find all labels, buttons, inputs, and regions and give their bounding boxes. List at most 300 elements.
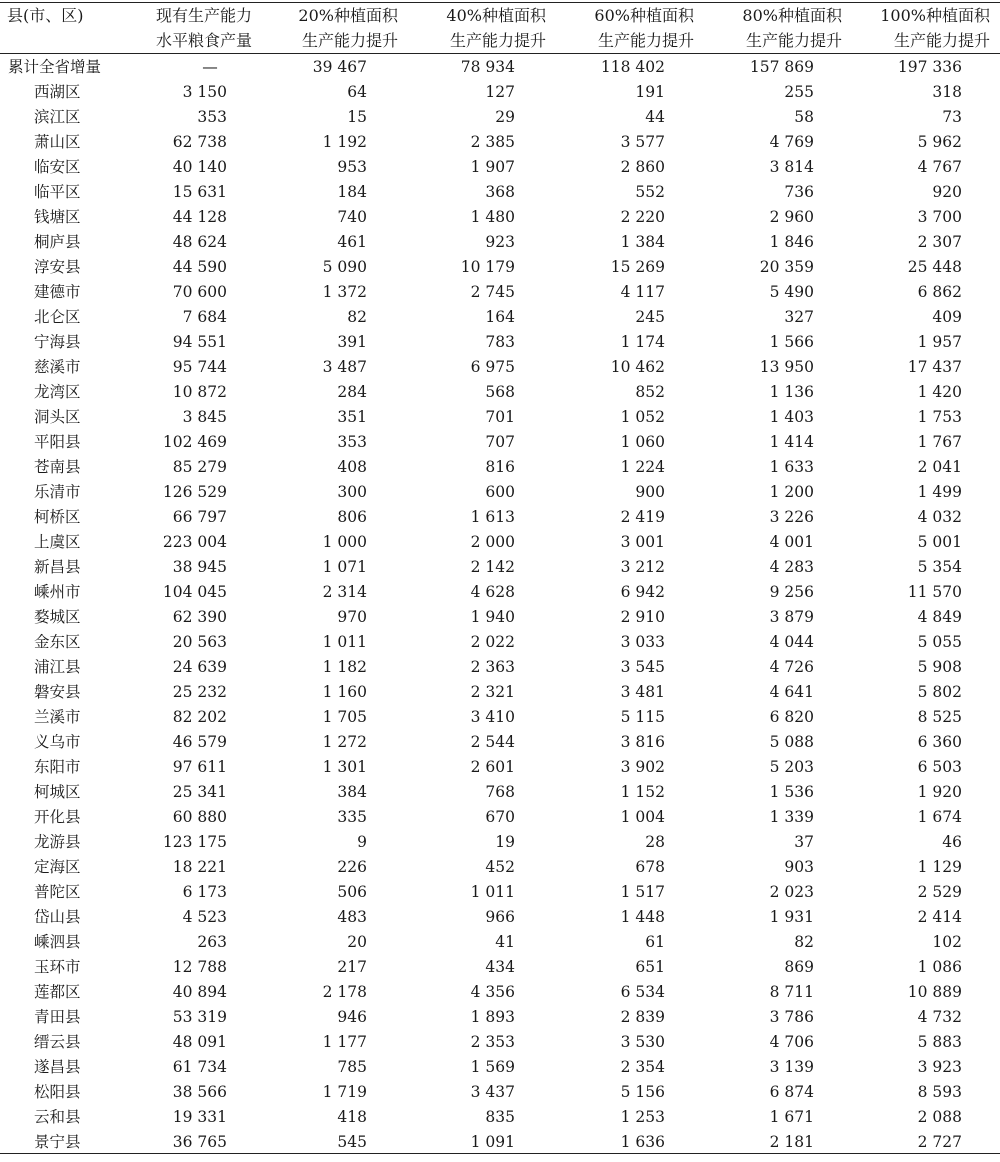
cell-col-4: 552 xyxy=(635,183,665,201)
table-row xyxy=(0,980,1000,1005)
county-name: 柯城区 xyxy=(34,783,81,801)
cell-col-3: 127 xyxy=(485,83,515,101)
cell-col-6: 2 414 xyxy=(917,908,962,926)
cell-col-4: 5 156 xyxy=(620,1083,665,1101)
table-row xyxy=(0,680,1000,705)
county-name: 定海区 xyxy=(34,858,81,876)
cell-col-1: 6 173 xyxy=(182,883,227,901)
cell-col-2: 1 182 xyxy=(322,658,367,676)
cell-col-6: 4 732 xyxy=(917,1008,962,1026)
table-row xyxy=(0,280,1000,305)
cell-col-2: 545 xyxy=(337,1133,367,1151)
cell-col-3: 164 xyxy=(485,308,515,326)
table-row xyxy=(0,1080,1000,1105)
table-row xyxy=(0,1005,1000,1030)
cell-col-3: 2 363 xyxy=(470,658,515,676)
cell-col-6: 102 xyxy=(932,933,962,951)
cell-col-4: 2 220 xyxy=(620,208,665,226)
header-col-3-line-1: 40%种植面积 xyxy=(446,6,546,25)
cell-col-4: 3 481 xyxy=(620,683,665,701)
cell-col-4: 10 462 xyxy=(610,358,665,376)
cell-col-3: 452 xyxy=(485,858,515,876)
cell-col-5: 2 023 xyxy=(769,883,814,901)
cell-col-1: 123 175 xyxy=(162,833,227,851)
table-row xyxy=(0,880,1000,905)
table-row xyxy=(0,630,1000,655)
cell-col-6: 6 503 xyxy=(917,758,962,776)
cell-col-6: 1 753 xyxy=(917,408,962,426)
cell-col-2: 1 192 xyxy=(322,133,367,151)
cell-col-6: 17 437 xyxy=(907,358,962,376)
cell-col-5: 4 283 xyxy=(769,558,814,576)
cell-col-4: 1 052 xyxy=(620,408,665,426)
cell-col-4: 1 384 xyxy=(620,233,665,251)
cell-col-5: 1 136 xyxy=(769,383,814,401)
cell-col-2: 284 xyxy=(337,383,367,401)
cell-col-5: 1 671 xyxy=(769,1108,814,1126)
cell-col-1: 61 734 xyxy=(172,1058,227,1076)
cell-col-4: 651 xyxy=(635,958,665,976)
cell-col-2: 353 xyxy=(337,433,367,451)
cell-col-4: 2 860 xyxy=(620,158,665,176)
cell-col-4: 678 xyxy=(635,858,665,876)
cell-col-1: 40 140 xyxy=(172,158,227,176)
cell-col-5: 1 200 xyxy=(769,483,814,501)
cell-col-6: 1 674 xyxy=(917,808,962,826)
header-county: 县(市、区) xyxy=(7,6,84,25)
cell-col-5: 4 641 xyxy=(769,683,814,701)
cell-col-6: 2 307 xyxy=(917,233,962,251)
cell-col-6: 1 920 xyxy=(917,783,962,801)
cell-col-6: 5 055 xyxy=(917,633,962,651)
cell-col-3: 2 601 xyxy=(470,758,515,776)
cell-col-2: 20 xyxy=(347,933,367,951)
table-row xyxy=(0,230,1000,255)
cell-col-5: 869 xyxy=(784,958,814,976)
cell-col-3: 816 xyxy=(485,458,515,476)
cell-col-3: 768 xyxy=(485,783,515,801)
cell-col-2: 2 178 xyxy=(322,983,367,1001)
cell-col-4: 4 117 xyxy=(620,283,665,301)
cell-col-5: 5 088 xyxy=(769,733,814,751)
cell-col-1: 40 894 xyxy=(172,983,227,1001)
cell-col-4: 1 517 xyxy=(620,883,665,901)
cell-col-6: 5 354 xyxy=(917,558,962,576)
county-name: 龙游县 xyxy=(34,833,81,851)
cell-col-4: 191 xyxy=(635,83,665,101)
cell-col-5: 3 879 xyxy=(769,608,814,626)
table-row xyxy=(0,1030,1000,1055)
cell-col-6: 4 849 xyxy=(917,608,962,626)
cell-col-3: 783 xyxy=(485,333,515,351)
cell-col-3: 434 xyxy=(485,958,515,976)
cell-col-1: 44 590 xyxy=(172,258,227,276)
cell-col-6: 10 889 xyxy=(907,983,962,1001)
cell-col-6: 1 499 xyxy=(917,483,962,501)
cell-col-2: 946 xyxy=(337,1008,367,1026)
cell-col-1: 353 xyxy=(197,108,227,126)
table-row xyxy=(0,430,1000,455)
county-name: 金东区 xyxy=(34,633,81,651)
table-row xyxy=(0,780,1000,805)
table-row xyxy=(0,405,1000,430)
header-rule xyxy=(0,53,1000,54)
cell-col-1: 53 319 xyxy=(172,1008,227,1026)
cell-col-5: 4 706 xyxy=(769,1033,814,1051)
cell-col-2: 217 xyxy=(337,958,367,976)
cell-col-2: 418 xyxy=(337,1108,367,1126)
header-col-1-line-1: 现有生产能力 xyxy=(155,6,252,25)
table-row xyxy=(0,80,1000,105)
table-row xyxy=(0,655,1000,680)
cell-col-6: 8 525 xyxy=(917,708,962,726)
table-row xyxy=(0,105,1000,130)
cell-col-3: 10 179 xyxy=(460,258,515,276)
cell-col-2: 506 xyxy=(337,883,367,901)
table-row xyxy=(0,905,1000,930)
cell-col-3: 707 xyxy=(485,433,515,451)
header-col-2-line-2: 生产能力提升 xyxy=(301,31,398,50)
cell-col-4: 1 060 xyxy=(620,433,665,451)
cell-col-1: 85 279 xyxy=(172,458,227,476)
table-row xyxy=(0,930,1000,955)
cell-col-6: 2 088 xyxy=(917,1108,962,1126)
cell-col-2: 970 xyxy=(337,608,367,626)
county-name: 云和县 xyxy=(34,1108,81,1126)
cell-col-3: 29 xyxy=(495,108,515,126)
table-row xyxy=(0,155,1000,180)
county-name: 莲都区 xyxy=(34,983,81,1001)
cell-col-5: 4 769 xyxy=(769,133,814,151)
county-name: 钱塘区 xyxy=(34,208,81,226)
cell-col-4: 61 xyxy=(645,933,665,951)
cell-col-4: 3 816 xyxy=(620,733,665,751)
cell-col-2: 1 372 xyxy=(322,283,367,301)
cell-col-4: 2 910 xyxy=(620,608,665,626)
cell-col-3: 835 xyxy=(485,1108,515,1126)
cell-col-1: 20 563 xyxy=(172,633,227,651)
cell-col-2: 408 xyxy=(337,458,367,476)
table-row xyxy=(0,330,1000,355)
cell-col-4: 118 402 xyxy=(600,58,665,76)
cell-col-1: 10 872 xyxy=(172,383,227,401)
cell-col-3: 1 907 xyxy=(470,158,515,176)
total-row xyxy=(0,55,1000,80)
total-label: 累计全省增量 xyxy=(8,58,102,76)
cell-col-2: 384 xyxy=(337,783,367,801)
cell-col-5: 82 xyxy=(794,933,814,951)
cell-col-1: 36 765 xyxy=(172,1133,227,1151)
cell-col-6: 1 086 xyxy=(917,958,962,976)
county-name: 磐安县 xyxy=(34,683,81,701)
cell-col-5: 3 786 xyxy=(769,1008,814,1026)
table-row xyxy=(0,830,1000,855)
cell-col-1: 48 624 xyxy=(172,233,227,251)
table-row xyxy=(0,1130,1000,1155)
cell-col-6: 1 767 xyxy=(917,433,962,451)
cell-col-2: 300 xyxy=(337,483,367,501)
cell-col-3: 2 321 xyxy=(470,683,515,701)
cell-col-2: 2 314 xyxy=(322,583,367,601)
table-row xyxy=(0,130,1000,155)
cell-col-6: 2 529 xyxy=(917,883,962,901)
cell-col-5: 1 846 xyxy=(769,233,814,251)
cell-col-6: 4 767 xyxy=(917,158,962,176)
county-name: 乐清市 xyxy=(34,483,81,501)
header-col-1-line-2: 水平粮食产量 xyxy=(155,31,252,50)
table-row xyxy=(0,455,1000,480)
cell-col-5: 1 931 xyxy=(769,908,814,926)
cell-col-3: 701 xyxy=(485,408,515,426)
header-col-3 xyxy=(446,3,546,55)
cell-col-5: 37 xyxy=(794,833,814,851)
cell-col-3: 2 385 xyxy=(470,133,515,151)
cell-col-4: 245 xyxy=(635,308,665,326)
header-col-3-line-2: 生产能力提升 xyxy=(449,31,546,50)
county-name: 滨江区 xyxy=(34,108,81,126)
cell-col-6: 5 883 xyxy=(917,1033,962,1051)
cell-col-1: 66 797 xyxy=(172,508,227,526)
county-name: 浦江县 xyxy=(34,658,81,676)
table-row xyxy=(0,530,1000,555)
county-name: 缙云县 xyxy=(34,1033,81,1051)
cell-col-6: 5 001 xyxy=(917,533,962,551)
cell-col-5: 6 820 xyxy=(769,708,814,726)
cell-col-3: 2 745 xyxy=(470,283,515,301)
cell-col-4: 28 xyxy=(645,833,665,851)
cell-col-5: 1 339 xyxy=(769,808,814,826)
cell-col-2: 64 xyxy=(347,83,367,101)
cell-col-5: 736 xyxy=(784,183,814,201)
cell-col-2: 39 467 xyxy=(312,58,367,76)
cell-col-2: 785 xyxy=(337,1058,367,1076)
cell-col-1: 19 331 xyxy=(172,1108,227,1126)
cell-col-4: 15 269 xyxy=(610,258,665,276)
cell-col-3: 6 975 xyxy=(470,358,515,376)
cell-col-6: 73 xyxy=(942,108,962,126)
cell-col-2: 953 xyxy=(337,158,367,176)
cell-col-6: 6 862 xyxy=(917,283,962,301)
cell-col-6: 25 448 xyxy=(907,258,962,276)
table-row xyxy=(0,255,1000,280)
cell-col-4: 2 839 xyxy=(620,1008,665,1026)
cell-col-1: 38 945 xyxy=(172,558,227,576)
cell-col-5: 4 044 xyxy=(769,633,814,651)
cell-col-1: 3 150 xyxy=(182,83,227,101)
cell-col-6: 2 727 xyxy=(917,1133,962,1151)
cell-col-3: 1 940 xyxy=(470,608,515,626)
cell-col-4: 5 115 xyxy=(620,708,665,726)
table-row xyxy=(0,180,1000,205)
header-col-4 xyxy=(594,3,694,55)
cell-col-5: 13 950 xyxy=(759,358,814,376)
cell-col-2: 351 xyxy=(337,408,367,426)
cell-col-5: 903 xyxy=(784,858,814,876)
cell-col-3: 1 613 xyxy=(470,508,515,526)
cell-col-4: 1 636 xyxy=(620,1133,665,1151)
header-col-2 xyxy=(298,3,398,55)
cell-col-2: 3 487 xyxy=(322,358,367,376)
cell-col-4: 6 942 xyxy=(620,583,665,601)
cell-col-3: 2 142 xyxy=(470,558,515,576)
header-col-5 xyxy=(742,3,842,55)
cell-col-1: 24 639 xyxy=(172,658,227,676)
table-row xyxy=(0,355,1000,380)
county-name: 景宁县 xyxy=(34,1133,81,1151)
cell-col-4: 1 004 xyxy=(620,808,665,826)
table-row xyxy=(0,555,1000,580)
table-row xyxy=(0,730,1000,755)
cell-col-6: 46 xyxy=(942,833,962,851)
cell-col-3: 1 480 xyxy=(470,208,515,226)
cell-col-6: 3 923 xyxy=(917,1058,962,1076)
table-row xyxy=(0,580,1000,605)
cell-col-5: 4 001 xyxy=(769,533,814,551)
cell-col-2: 1 177 xyxy=(322,1033,367,1051)
header-col-6-line-1: 100%种植面积 xyxy=(880,6,990,25)
cell-col-5: 8 711 xyxy=(769,983,814,1001)
cell-col-3: 4 356 xyxy=(470,983,515,1001)
county-name: 临平区 xyxy=(34,183,81,201)
cell-col-2: 806 xyxy=(337,508,367,526)
cell-col-4: 852 xyxy=(635,383,665,401)
cell-col-6: 1 420 xyxy=(917,383,962,401)
cell-col-1: 60 880 xyxy=(172,808,227,826)
header-col-5-line-2: 生产能力提升 xyxy=(745,31,842,50)
cell-col-3: 1 893 xyxy=(470,1008,515,1026)
cell-col-6: 197 336 xyxy=(897,58,962,76)
cell-col-1: 94 551 xyxy=(172,333,227,351)
table-row xyxy=(0,1105,1000,1130)
cell-col-1: 15 631 xyxy=(172,183,227,201)
cell-col-2: 5 090 xyxy=(322,258,367,276)
cell-col-5: 255 xyxy=(784,83,814,101)
cell-col-4: 900 xyxy=(635,483,665,501)
cell-col-6: 4 032 xyxy=(917,508,962,526)
cell-col-3: 3 410 xyxy=(470,708,515,726)
county-name: 平阳县 xyxy=(34,433,81,451)
cell-col-4: 1 224 xyxy=(620,458,665,476)
cell-col-5: 3 139 xyxy=(769,1058,814,1076)
table-row xyxy=(0,480,1000,505)
table-row xyxy=(0,505,1000,530)
county-name: 宁海县 xyxy=(34,333,81,351)
cell-col-2: 1 705 xyxy=(322,708,367,726)
cell-col-4: 2 354 xyxy=(620,1058,665,1076)
cell-col-1: 62 390 xyxy=(172,608,227,626)
cell-col-5: 5 203 xyxy=(769,758,814,776)
header-col-4-line-2: 生产能力提升 xyxy=(597,31,694,50)
cell-col-1: 25 341 xyxy=(172,783,227,801)
cell-col-5: 1 633 xyxy=(769,458,814,476)
cell-col-3: 1 091 xyxy=(470,1133,515,1151)
cell-col-1: 70 600 xyxy=(172,283,227,301)
cell-col-4: 3 033 xyxy=(620,633,665,651)
cell-col-3: 568 xyxy=(485,383,515,401)
cell-col-1: 46 579 xyxy=(172,733,227,751)
cell-col-2: 9 xyxy=(357,833,367,851)
cell-col-2: 226 xyxy=(337,858,367,876)
cell-col-4: 3 545 xyxy=(620,658,665,676)
county-name: 淳安县 xyxy=(34,258,81,276)
table-row xyxy=(0,605,1000,630)
cell-col-4: 3 902 xyxy=(620,758,665,776)
cell-col-2: 184 xyxy=(337,183,367,201)
cell-col-3: 2 022 xyxy=(470,633,515,651)
cell-col-5: 2 181 xyxy=(769,1133,814,1151)
cell-col-1: 95 744 xyxy=(172,358,227,376)
cell-col-1: 18 221 xyxy=(172,858,227,876)
cell-col-5: 9 256 xyxy=(769,583,814,601)
table-row xyxy=(0,755,1000,780)
cell-col-3: 4 628 xyxy=(470,583,515,601)
cell-col-3: 2 544 xyxy=(470,733,515,751)
cell-col-2: 1 160 xyxy=(322,683,367,701)
cell-col-3: 923 xyxy=(485,233,515,251)
cell-col-2: 82 xyxy=(347,308,367,326)
cell-col-5: 157 869 xyxy=(749,58,814,76)
table-row xyxy=(0,205,1000,230)
cell-col-2: 1 301 xyxy=(322,758,367,776)
cell-col-6: 5 802 xyxy=(917,683,962,701)
cell-col-5: 58 xyxy=(794,108,814,126)
table-row xyxy=(0,1055,1000,1080)
cell-col-4: 3 530 xyxy=(620,1033,665,1051)
cell-col-3: 78 934 xyxy=(460,58,515,76)
cell-col-5: 327 xyxy=(784,308,814,326)
county-name: 临安区 xyxy=(34,158,81,176)
cell-col-6: 1 129 xyxy=(917,858,962,876)
cell-col-4: 6 534 xyxy=(620,983,665,1001)
cell-col-5: 1 414 xyxy=(769,433,814,451)
cell-col-3: 670 xyxy=(485,808,515,826)
county-name: 西湖区 xyxy=(34,83,81,101)
cell-col-4: 1 448 xyxy=(620,908,665,926)
cell-col-1: 48 091 xyxy=(172,1033,227,1051)
cell-col-6: 318 xyxy=(932,83,962,101)
cell-col-4: 3 001 xyxy=(620,533,665,551)
cell-col-5: 6 874 xyxy=(769,1083,814,1101)
cell-col-3: 1 569 xyxy=(470,1058,515,1076)
cell-col-1: 223 004 xyxy=(162,533,227,551)
header-col-1 xyxy=(156,3,252,55)
cell-col-4: 3 577 xyxy=(620,133,665,151)
county-name: 嵊州市 xyxy=(34,583,81,601)
cell-col-5: 1 536 xyxy=(769,783,814,801)
cell-col-4: 44 xyxy=(645,108,665,126)
cell-col-6: 409 xyxy=(932,308,962,326)
county-name: 玉环市 xyxy=(34,958,81,976)
header-col-6 xyxy=(880,3,990,55)
table-row xyxy=(0,955,1000,980)
header-col-5-line-1: 80%种植面积 xyxy=(742,6,842,25)
county-name: 桐庐县 xyxy=(34,233,81,251)
county-name: 岱山县 xyxy=(34,908,81,926)
cell-col-5: 5 490 xyxy=(769,283,814,301)
cell-col-2: 1 011 xyxy=(322,633,367,651)
county-name: 苍南县 xyxy=(34,458,81,476)
cell-col-3: 1 011 xyxy=(470,883,515,901)
cell-col-1: 82 202 xyxy=(172,708,227,726)
county-name: 新昌县 xyxy=(34,558,81,576)
header-col-4-line-1: 60%种植面积 xyxy=(594,6,694,25)
cell-col-3: 600 xyxy=(485,483,515,501)
cell-col-2: 391 xyxy=(337,333,367,351)
cell-col-3: 19 xyxy=(495,833,515,851)
county-name: 婺城区 xyxy=(34,608,81,626)
county-name: 慈溪市 xyxy=(34,358,81,376)
cell-col-3: 2 353 xyxy=(470,1033,515,1051)
